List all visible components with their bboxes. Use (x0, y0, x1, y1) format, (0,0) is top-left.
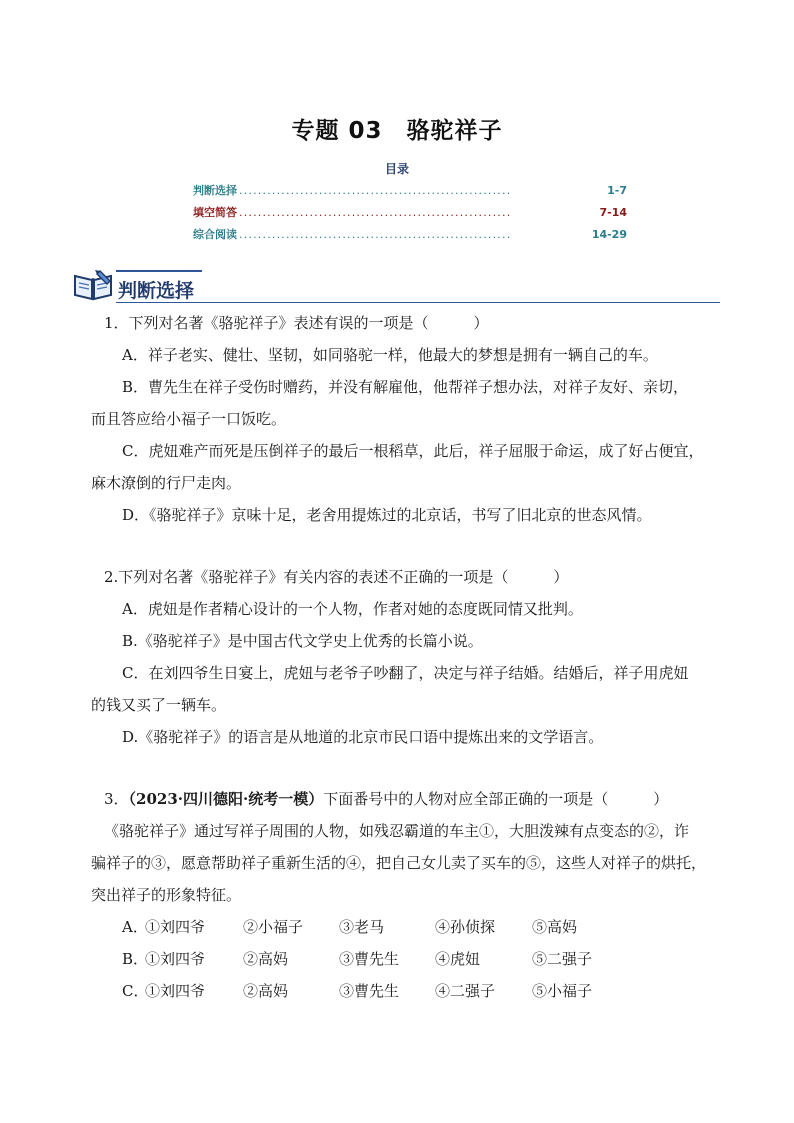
toc-leader-dots: .......................................................... (239, 206, 512, 219)
toc-item-fill-blank[interactable] (193, 204, 627, 220)
question-1-option-b: B．曹先生在祥子受伤时赠药，并没有解雇他，他帮祥子想办法，对祥子友好、亲切， (122, 378, 689, 396)
open-book-icon (72, 268, 114, 302)
question-3-stem (104, 789, 668, 809)
option-cell: ①刘四爷 (145, 918, 206, 936)
question-1-option-a: A．祥子老实、健壮、坚韧，如同骆驼一样，他最大的梦想是拥有一辆自己的车。 (122, 346, 658, 364)
question-2-option-a: A．虎妞是作者精心设计的一个人物，作者对她的态度既同情又批判。 (122, 600, 583, 618)
question-3-stem-text: 下面番号中的人物对应全部正确的一项是（ ） (323, 790, 669, 808)
option-cell: ④二强子 (435, 982, 496, 1000)
option-letter: B． (122, 950, 149, 968)
toc-heading: 目录 (384, 162, 409, 176)
option-cell: ⑤二强子 (532, 950, 593, 968)
question-3-passage-line-2: 骗祥子的③，愿意帮助祥子重新生活的④，把自己女儿卖了买车的⑤，这些人对祥子的烘托， (91, 854, 707, 872)
question-1-option-d: D．《骆驼祥子》京味十足，老舍用提炼过的北京话，书写了旧北京的世态风情。 (122, 506, 652, 524)
option-cell: ②高妈 (243, 982, 289, 1000)
option-cell: ④孙侦探 (435, 918, 496, 936)
option-cell: ②小福子 (243, 918, 304, 936)
question-2-stem: 2.下列对名著《骆驼祥子》有关内容的表述不正确的一项是（ ） (104, 568, 569, 586)
toc-leader-dots: .......................................................... (239, 184, 512, 197)
option-cell: ②高妈 (243, 950, 289, 968)
question-3-number: 3． (104, 790, 129, 808)
option-cell: ①刘四爷 (145, 982, 206, 1000)
option-cell: ③曹先生 (339, 950, 400, 968)
question-1-option-b-cont: 而且答应给小福子一口饭吃。 (91, 410, 287, 428)
option-cell: ⑤小福子 (532, 982, 593, 1000)
toc-item-pages: 14-29 (591, 228, 627, 241)
option-cell: ③曹先生 (339, 982, 400, 1000)
question-2-option-b: B.《骆驼祥子》是中国古代文学史上优秀的长篇小说。 (122, 632, 483, 650)
option-letter: C． (122, 982, 149, 1000)
question-1-stem: 1．下列对名著《骆驼祥子》表述有误的一项是（ ） (104, 314, 489, 332)
toc-item-label: 综合阅读 (193, 228, 237, 241)
question-1-option-c-cont: 麻木潦倒的行尸走肉。 (91, 474, 242, 492)
question-3-source: （2023·四川德阳·统考一模） (128, 790, 324, 808)
question-2-option-c: C．在刘四爷生日宴上，虎妞与老爷子吵翻了，决定与祥子结婚。结婚后，祥子用虎妞 (122, 664, 689, 682)
section-header (72, 266, 720, 306)
toc-item-judgement[interactable] (193, 182, 627, 198)
toc-item-pages: 1-7 (607, 184, 627, 197)
option-cell: ④虎妞 (435, 950, 481, 968)
toc-item-label: 填空简答 (193, 206, 237, 219)
toc-item-reading[interactable] (193, 226, 627, 242)
question-2-option-c-cont: 的钱又买了一辆车。 (91, 696, 227, 714)
question-3-passage-line-1: 《骆驼祥子》通过写祥子周围的人物，如残忍霸道的车主①，大胆泼辣有点变态的②，诈 (104, 822, 690, 840)
option-cell: ⑤高妈 (532, 918, 578, 936)
question-2-option-d: D.《骆驼祥子》的语言是从地道的北京市民口语中提炼出来的文学语言。 (122, 728, 604, 746)
section-rule-top (116, 270, 202, 272)
option-letter: A． (122, 918, 148, 936)
question-3-passage-line-3: 突出祥子的形象特征。 (91, 886, 242, 904)
question-1-option-c: C．虎妞难产而死是压倒祥子的最后一根稻草，此后，祥子屈服于命运，成了好占便宜， (122, 442, 704, 460)
section-rule (116, 302, 720, 303)
option-cell: ①刘四爷 (145, 950, 206, 968)
page-title: 专题 03 骆驼祥子 (291, 118, 503, 144)
option-cell: ③老马 (339, 918, 385, 936)
toc-item-pages: 7-14 (599, 206, 627, 219)
toc-item-label: 判断选择 (193, 184, 237, 197)
section-title: 判断选择 (118, 280, 195, 302)
toc-leader-dots: .......................................................... (239, 228, 512, 241)
